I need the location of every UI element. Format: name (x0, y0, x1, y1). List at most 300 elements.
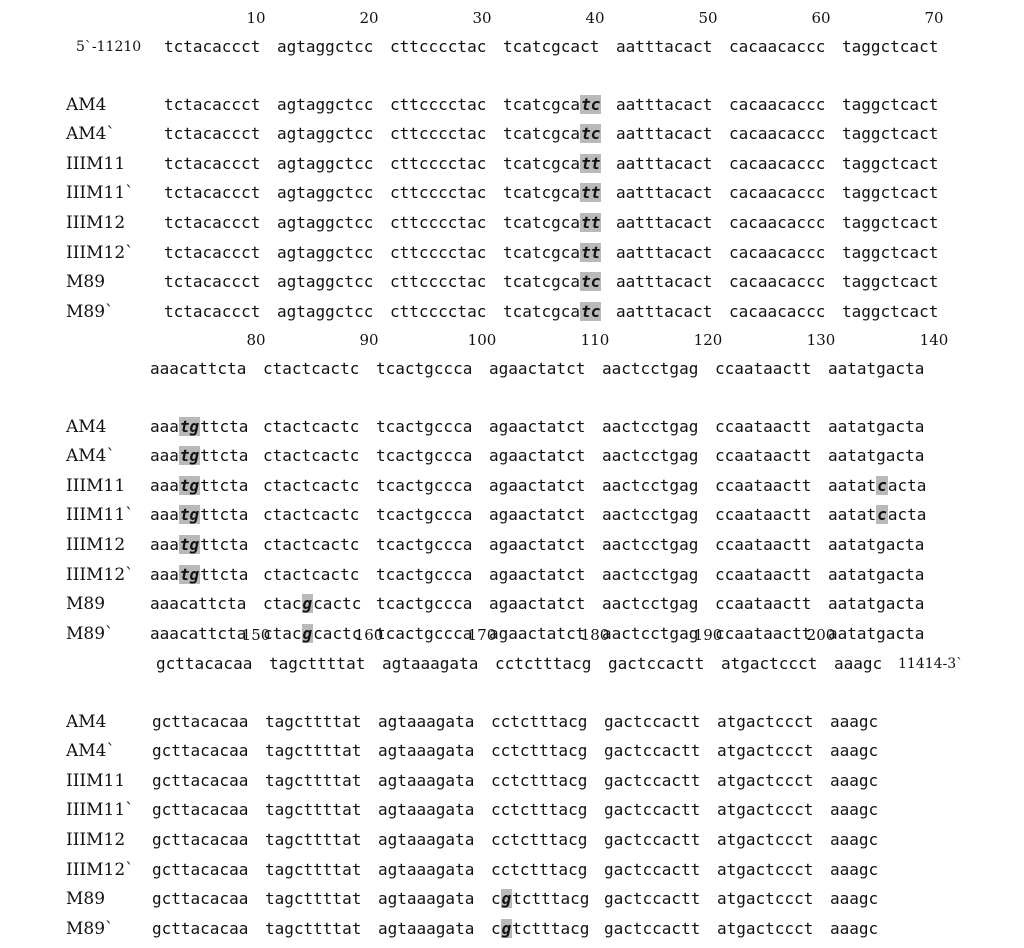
sequence-text: ccaataactt (715, 535, 812, 554)
sequence-group (489, 593, 585, 615)
sample-label: M89` (66, 623, 114, 644)
sequence-text: cacaacaccc (729, 242, 826, 262)
sequence-text: cctctttacg (491, 741, 588, 761)
sequence-text: tcatcgca (503, 272, 581, 292)
sequence-text: cttcccctac (390, 213, 487, 232)
reference-sequence-group: aactcctgag (602, 359, 699, 378)
position-tick: 10 (246, 9, 266, 27)
position-tick: 160 (354, 626, 384, 644)
sequence-text: aaagc (830, 770, 879, 790)
sequence-row (0, 153, 1024, 183)
sequence-group (390, 153, 486, 175)
position-tick: 90 (359, 331, 379, 349)
sequence-text: cttcccctac (390, 272, 487, 292)
sequence-text: cttcccctac (390, 242, 487, 262)
sequence-group (277, 271, 373, 293)
sequence-group (378, 859, 474, 881)
sequence-text: tcatcgca (503, 183, 581, 203)
sample-label: IIIM12 (66, 213, 126, 233)
sequence-group (152, 888, 248, 910)
sequence-text: ttcta (200, 475, 249, 495)
sequence-group (164, 153, 260, 175)
sequence-text: tcactgccca (376, 416, 473, 436)
sequence-text: tagcttttat (265, 711, 362, 731)
sequence-group (602, 475, 698, 497)
sequence-group (729, 301, 825, 323)
sequence-text: tctacaccct (164, 301, 261, 321)
sequence-text: atgactccct (717, 770, 814, 790)
sequence-text: tagcttttat (265, 918, 362, 938)
sequence-text: tctacaccct (164, 94, 261, 114)
sequence-row (0, 301, 1024, 331)
sequence-group (715, 416, 811, 438)
sequence-group (390, 271, 486, 293)
sequence-group (616, 271, 712, 293)
sequence-group (378, 770, 474, 792)
sequence-text: gactccactt (604, 830, 701, 849)
sequence-text: tcatcgca (503, 301, 581, 321)
sequence-text: aactcctgag (602, 564, 699, 584)
sequence-group (717, 859, 813, 881)
position-tick: 100 (467, 331, 497, 349)
sequence-text: tcatcgca (503, 124, 581, 144)
mutation-highlight: tg (179, 446, 200, 466)
sequence-text: taggctcact (842, 124, 939, 144)
sequence-text: aactcctgag (602, 594, 699, 614)
sequence-group (378, 918, 474, 940)
sequence-text: agtaggctcc (277, 213, 374, 232)
sequence-text: tcactgccca (376, 564, 473, 584)
sequence-text: atgactccct (717, 800, 814, 820)
sequence-text: tagcttttat (265, 770, 362, 790)
sequence-group (828, 475, 926, 497)
sequence-text: agaactatct (489, 594, 586, 614)
sequence-text: acta (887, 475, 927, 495)
sequence-group (277, 182, 373, 204)
mutation-highlight: tg (179, 505, 200, 525)
position-tick: 70 (924, 9, 944, 27)
reference-sequence-group: agaactatct (489, 359, 586, 378)
sequence-group (842, 301, 938, 323)
sample-label: IIIM12 (66, 830, 126, 850)
sequence-text: agaactatct (489, 446, 586, 466)
position-tick: 60 (811, 9, 831, 27)
sequence-group (503, 271, 601, 293)
sequence-group (729, 94, 825, 116)
sample-label: M89` (66, 918, 114, 939)
sequence-text: aaagc (830, 859, 879, 879)
sequence-text: acta (887, 505, 927, 525)
sequence-text: agtaaagata (378, 711, 475, 731)
sequence-text: ctactcactc (263, 535, 360, 554)
sequence-group (263, 593, 361, 615)
mutation-highlight: c (877, 475, 887, 495)
sequence-text: tctacaccct (164, 213, 261, 232)
sequence-group (715, 534, 811, 556)
sequence-text: gcttacacaa (152, 711, 249, 731)
sequence-group (164, 182, 260, 204)
sample-label: IIIM11` (66, 505, 134, 526)
reference-sequence-group: aatttacact (616, 37, 713, 56)
reference-sequence-group: cctctttacg (495, 654, 592, 673)
sequence-text: agtaggctcc (277, 242, 374, 262)
sequence-text: agtaggctcc (277, 272, 374, 292)
mutation-highlight: tt (581, 213, 601, 232)
sequence-group (715, 564, 811, 586)
sequence-text: aatatgacta (828, 623, 925, 643)
sequence-text: aaagc (830, 800, 879, 820)
sequence-group (491, 859, 587, 881)
sample-label: IIIM11 (66, 153, 126, 174)
sequence-text: taggctcact (842, 301, 939, 321)
sequence-text: agaactatct (489, 623, 586, 643)
sequence-group (491, 711, 587, 733)
sequence-group (503, 123, 601, 145)
sequence-group (715, 445, 811, 467)
sequence-text: agtaaagata (378, 918, 475, 938)
sequence-group (729, 271, 825, 293)
sequence-text: cacaacaccc (729, 94, 826, 114)
sequence-text: cacaacaccc (729, 183, 826, 203)
sequence-group (602, 416, 698, 438)
sequence-text: ctactcactc (263, 416, 360, 436)
sequence-group (390, 301, 486, 323)
position-ticks (0, 330, 1024, 350)
sequence-group (164, 301, 260, 323)
sequence-text: aaagc (830, 741, 879, 761)
sequence-group (717, 770, 813, 792)
reference-sequence-group: tcactgccca (376, 359, 473, 378)
sequence-group (830, 799, 878, 821)
reference-sequence-group: aatatgacta (828, 359, 925, 378)
sequence-group (842, 242, 938, 264)
sequence-group (717, 918, 813, 940)
sequence-group (376, 504, 472, 526)
reference-sequence-group: gcttacacaa (156, 654, 253, 673)
sequence-group (830, 859, 878, 881)
sequence-group (604, 711, 700, 733)
sequence-group (263, 416, 359, 438)
sequence-group (715, 475, 811, 497)
sequence-group (378, 829, 474, 851)
sequence-group (376, 475, 472, 497)
sequence-group (150, 593, 246, 615)
sequence-text: gcttacacaa (152, 889, 249, 909)
sequence-group (604, 888, 700, 910)
sequence-text: tctacaccct (164, 153, 261, 173)
sequence-group (828, 445, 924, 467)
sequence-text: cacaacaccc (729, 272, 826, 292)
sequence-text: gactccactt (604, 711, 701, 731)
sequence-text: ccaataactt (715, 564, 812, 584)
sequence-group (489, 534, 585, 556)
sequence-group (277, 94, 373, 116)
sequence-group (152, 740, 248, 762)
sequence-text: aatttacact (616, 213, 713, 232)
sequence-group (828, 534, 924, 556)
sequence-text: agaactatct (489, 416, 586, 436)
sequence-group (616, 212, 712, 234)
sequence-text: cacaacaccc (729, 213, 826, 232)
sequence-row (0, 740, 1024, 770)
sequence-text: cactc (313, 623, 362, 643)
alignment-block (0, 8, 1024, 322)
sample-label: AM4` (66, 741, 115, 762)
sequence-text: aatttacact (616, 183, 713, 203)
sequence-text: aaa (150, 475, 179, 495)
sequence-text: tctacaccct (164, 242, 261, 262)
reference-sequence-group: taggctcact (842, 37, 939, 56)
sequence-text: aactcctgag (602, 475, 699, 495)
reference-sequence-group: cttcccctac (390, 37, 487, 56)
reference-sequence-group: gactccactt (608, 654, 705, 673)
sequence-group (150, 534, 248, 556)
sequence-text: agtaggctcc (277, 301, 374, 321)
sequence-row (0, 445, 1024, 475)
sequence-group (376, 593, 472, 615)
sequence-text: cctctttacg (491, 770, 588, 790)
sequence-text: atgactccct (717, 711, 814, 731)
sequence-group (616, 153, 712, 175)
position-tick: 170 (467, 626, 497, 644)
sample-label: IIIM12` (66, 859, 134, 880)
sequence-text: ccaataactt (715, 505, 812, 525)
sequence-text: gcttacacaa (152, 830, 249, 849)
sequence-group (729, 123, 825, 145)
sequence-text: aatatgacta (828, 416, 925, 436)
mutation-highlight: g (501, 918, 512, 938)
sequence-group (717, 711, 813, 733)
sequence-group (265, 711, 361, 733)
sequence-text: ctac (263, 623, 302, 643)
sequence-text: c (491, 889, 501, 909)
sequence-row (0, 829, 1024, 859)
sequence-group (842, 212, 938, 234)
sequence-group (828, 593, 924, 615)
sequence-text: cctctttacg (491, 800, 588, 820)
sequence-text: ccaataactt (715, 623, 812, 643)
sequence-text: gactccactt (604, 770, 701, 790)
sequence-group (616, 123, 712, 145)
sequence-text: gcttacacaa (152, 741, 249, 761)
sequence-text: agaactatct (489, 475, 586, 495)
sequence-text: taggctcact (842, 242, 939, 262)
sequence-group (717, 888, 813, 910)
sequence-text: atgactccct (717, 830, 814, 849)
sequence-row (0, 564, 1024, 594)
sequence-group (263, 504, 359, 526)
sequence-group (277, 123, 373, 145)
sequence-text: aaagc (830, 918, 879, 938)
sequence-row (0, 475, 1024, 505)
sequence-text: ctactcactc (263, 475, 360, 495)
sequence-group (376, 534, 472, 556)
reference-end-label: 11414-3` (898, 656, 964, 672)
sequence-row (0, 711, 1024, 741)
sequence-group (152, 711, 248, 733)
sequence-row (0, 212, 1024, 242)
sequence-group (152, 859, 248, 881)
sequence-row (0, 918, 1024, 948)
sequence-group (263, 445, 359, 467)
sequence-group (265, 829, 361, 851)
sequence-group (604, 918, 700, 940)
sequence-text: aactcctgag (602, 505, 699, 525)
sample-label: AM4 (66, 94, 107, 115)
sequence-text: agtaggctcc (277, 153, 374, 173)
sequence-group (378, 799, 474, 821)
sequence-text: aaa (150, 535, 179, 554)
sequence-group (491, 799, 587, 821)
sequence-group (265, 918, 361, 940)
position-tick: 110 (580, 331, 610, 349)
sequence-group (729, 153, 825, 175)
mutation-highlight: tg (179, 564, 200, 584)
sequence-group (830, 740, 878, 762)
sequence-group (152, 829, 248, 851)
sequence-group (842, 271, 938, 293)
reference-sequence-group: agtaaagata (382, 654, 479, 673)
sequence-group (378, 888, 474, 910)
sequence-text: aatttacact (616, 301, 713, 321)
sequence-row (0, 859, 1024, 889)
sequence-group (828, 416, 924, 438)
sequence-group (491, 829, 587, 851)
alignment-block (0, 625, 1024, 939)
sequence-row (0, 770, 1024, 800)
sample-label: M89 (66, 889, 106, 910)
sequence-group (842, 123, 938, 145)
sequence-group (503, 212, 601, 234)
sequence-text: tctacaccct (164, 272, 261, 292)
mutation-highlight: tg (179, 535, 200, 554)
sequence-text: agtaaagata (378, 859, 475, 879)
sequence-text: taggctcact (842, 213, 939, 232)
reference-sequence-group: ccaataactt (715, 359, 812, 378)
sequence-text: aatat (828, 475, 877, 495)
sequence-group (830, 888, 878, 910)
sequence-text: aactcctgag (602, 535, 699, 554)
reference-sequence-group: tctacaccct (164, 37, 261, 56)
position-tick: 20 (359, 9, 379, 27)
sequence-text: atgactccct (717, 889, 814, 909)
sequence-text: tcatcgca (503, 213, 581, 232)
sequence-text: aatttacact (616, 272, 713, 292)
sequence-text: cttcccctac (390, 94, 487, 114)
mutation-highlight: tc (581, 124, 601, 144)
sequence-group (265, 740, 361, 762)
sequence-text: aatatgacta (828, 564, 925, 584)
sequence-group (842, 182, 938, 204)
sequence-row (0, 123, 1024, 153)
mutation-highlight: tt (581, 153, 601, 173)
sequence-text: agtaaagata (378, 800, 475, 820)
sequence-group (491, 888, 589, 910)
sequence-group (489, 416, 585, 438)
sequence-group (150, 475, 248, 497)
sequence-text: agtaaagata (378, 770, 475, 790)
sequence-group (604, 770, 700, 792)
sequence-text: ctac (263, 594, 302, 614)
sequence-row (0, 888, 1024, 918)
sequence-text: agaactatct (489, 564, 586, 584)
sequence-group (604, 740, 700, 762)
sequence-group (150, 564, 248, 586)
sequence-text: cacaacaccc (729, 153, 826, 173)
sequence-group (164, 271, 260, 293)
position-tick: 200 (806, 626, 836, 644)
sequence-group (828, 564, 924, 586)
reference-sequence-group: agtaggctcc (277, 37, 374, 56)
sequence-text: aaagc (830, 830, 879, 849)
sample-label: M89` (66, 301, 114, 322)
sequence-row (0, 799, 1024, 829)
sequence-text: ttcta (200, 416, 249, 436)
sequence-group (503, 242, 601, 264)
sequence-text: aactcctgag (602, 446, 699, 466)
sequence-text: aaacattcta (150, 594, 247, 614)
position-tick: 180 (580, 626, 610, 644)
sequence-text: aatatgacta (828, 594, 925, 614)
sequence-group (842, 94, 938, 116)
sequence-text: aaagc (830, 711, 879, 731)
mutation-highlight: tc (581, 94, 601, 114)
sequence-group (150, 504, 248, 526)
sequence-text: gcttacacaa (152, 770, 249, 790)
sequence-group (265, 799, 361, 821)
sequence-text: agtaggctcc (277, 124, 374, 144)
sequence-text: gactccactt (604, 741, 701, 761)
sequence-group (602, 504, 698, 526)
sequence-group (164, 242, 260, 264)
position-tick: 30 (472, 9, 492, 27)
sequence-group (830, 829, 878, 851)
sequence-group (491, 740, 587, 762)
sequence-text: gcttacacaa (152, 918, 249, 938)
sequence-text: cactc (313, 594, 362, 614)
sequence-group (604, 829, 700, 851)
position-ticks (0, 8, 1024, 28)
sequence-text: gactccactt (604, 859, 701, 879)
sequence-text: ctactcactc (263, 564, 360, 584)
sequence-group (602, 534, 698, 556)
sequence-group (715, 504, 811, 526)
sample-label: IIIM11 (66, 475, 126, 496)
sequence-group (277, 212, 373, 234)
sequence-text: agaactatct (489, 535, 586, 554)
sample-label: IIIM11` (66, 800, 134, 821)
sequence-group (602, 564, 698, 586)
sequence-text: aatttacact (616, 94, 713, 114)
sequence-row (0, 94, 1024, 124)
sequence-text: tcatcgca (503, 242, 581, 262)
sequence-text: aatat (828, 505, 877, 525)
sequence-group (604, 799, 700, 821)
position-tick: 120 (693, 331, 723, 349)
position-ticks (0, 625, 1024, 645)
mutation-highlight: tg (179, 475, 200, 495)
sample-label: AM4 (66, 711, 107, 732)
sequence-group (277, 301, 373, 323)
sequence-row (0, 416, 1024, 446)
position-tick: 130 (806, 331, 836, 349)
sequence-text: gcttacacaa (152, 859, 249, 879)
sequence-group (489, 475, 585, 497)
sample-label: IIIM11 (66, 770, 126, 791)
sequence-text: aactcctgag (602, 623, 699, 643)
sequence-text: tagcttttat (265, 859, 362, 879)
sequence-text: aatttacact (616, 242, 713, 262)
